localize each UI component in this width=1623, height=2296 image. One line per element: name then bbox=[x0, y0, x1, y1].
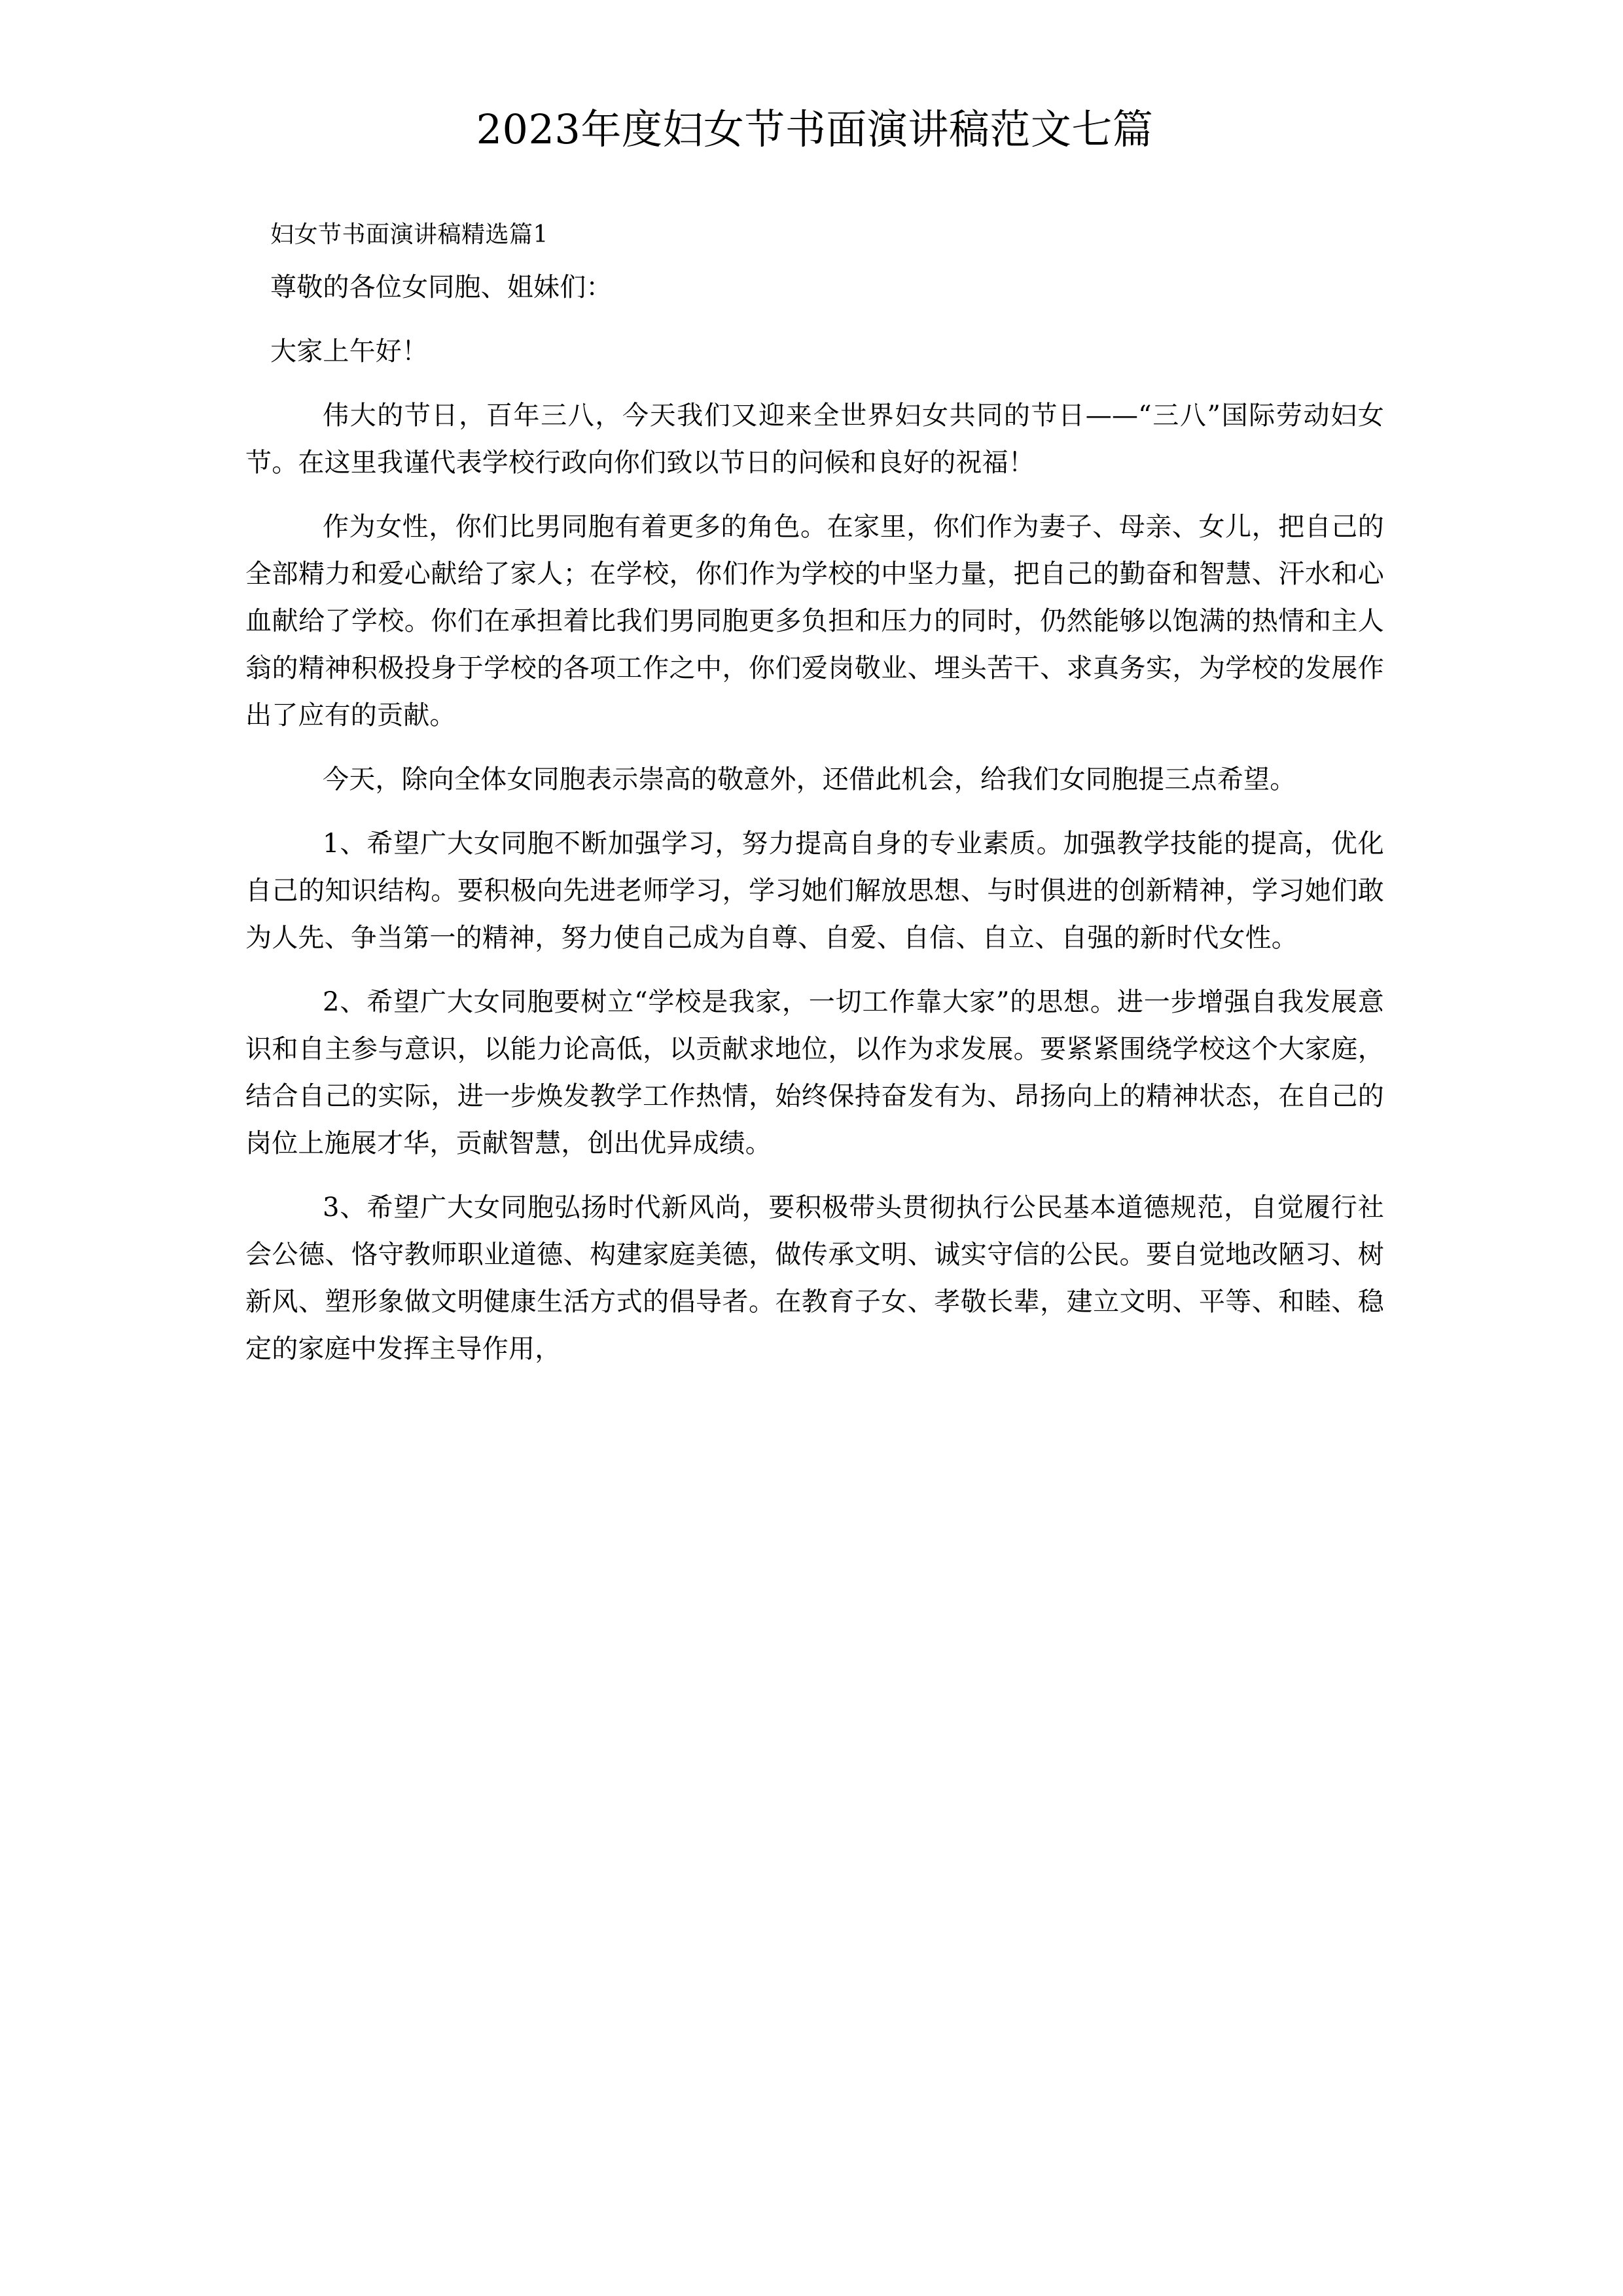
paragraph-holiday: 伟大的节日，百年三八，今天我们又迎来全世界妇女共同的节日——“三八”国际劳动妇女节。在这里我谨代表学校行政向你们致以节日的问候和良好的祝福！ bbox=[245, 401, 1384, 478]
paragraph-three-hopes-intro: 今天，除向全体女同胞表示崇高的敬意外，还借此机会，给我们女同胞提三点希望。 bbox=[323, 764, 1296, 795]
paragraph-salutation: 尊敬的各位女同胞、姐妹们： bbox=[270, 272, 613, 303]
paragraph-hope-2: 2、希望广大女同胞要树立“学校是我家，一切工作靠大家”的思想。进一步增强自我发展意识和自主参与意识，以能力论高低，以贡献求地位，以作为求发展。要紧紧围绕学校这个大家庭，结合自己的实际，进一步焕发教学工作热情，始终保持奋发有为、昂扬向上的精神状态，在自己的岗位上施展才华，贡献智慧，创出优异成绩。 bbox=[245, 987, 1384, 1159]
page-title: 2023年度妇女节书面演讲稿范文七篇 bbox=[476, 105, 1154, 153]
paragraph-hope-1: 1、希望广大女同胞不断加强学习，努力提高自身的专业素质。加强教学技能的提高，优化自己的知识结构。要积极向先进老师学习，学习她们解放思想、与时俱进的创新精神，学习她们敢为人先、争当第一的精神，努力使自己成为自尊、自爱、自信、自立、自强的新时代女性。 bbox=[245, 829, 1384, 954]
paragraph-roles: 作为女性，你们比男同胞有着更多的角色。在家里，你们作为妻子、母亲、女儿，把自己的全部精力和爱心献给了家人；在学校，你们作为学校的中坚力量，把自己的勤奋和智慧、汗水和心血献给了学校。你们在承担着比我们男同胞更多负担和压力的同时，仍然能够以饱满的热情和主人翁的精神积极投身于学校的各项工作之中，你们爱岗敬业、埋头苦干、求真务实，为学校的发展作出了应有的贡献。 bbox=[245, 512, 1384, 731]
section-label: 妇女节书面演讲稿精选篇1 bbox=[270, 221, 548, 249]
paragraph-greeting: 大家上午好！ bbox=[270, 336, 429, 367]
paragraph-hope-3: 3、希望广大女同胞弘扬时代新风尚，要积极带头贯彻执行公民基本道德规范，自觉履行社会公德、恪守教师职业道德、构建家庭美德，做传承文明、诚实守信的公民。要自觉地改陋习、树新风、塑形象做文明健康生活方式的倡导者。在教育子女、孝敬长辈，建立文明、平等、和睦、稳定的家庭中发挥主导作用， bbox=[245, 1193, 1384, 1365]
document-content-column bbox=[245, 0, 1384, 1372]
